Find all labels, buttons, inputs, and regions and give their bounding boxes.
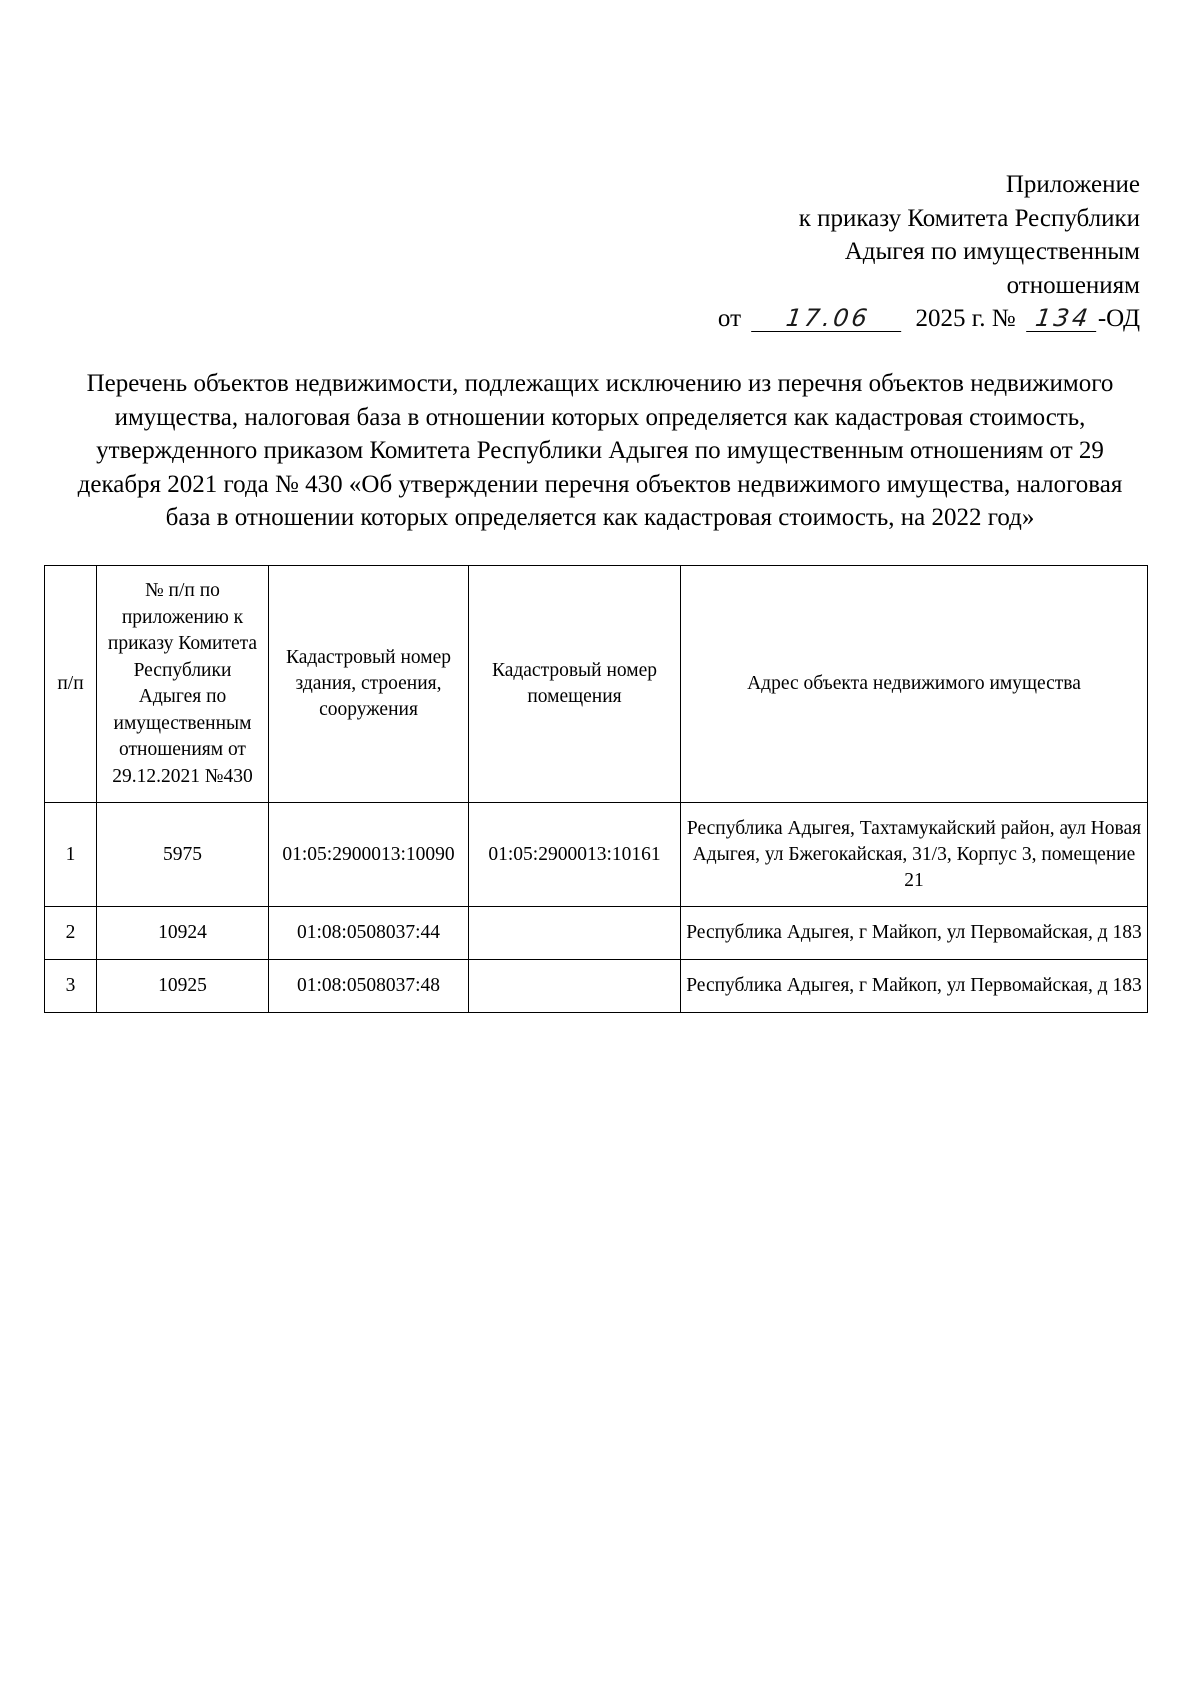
table-header-row [45, 566, 1148, 803]
cell-premises-cadastral [469, 907, 681, 960]
table-row [45, 960, 1148, 1013]
table-row [45, 803, 1148, 907]
cell-building-cadastral: 01:08:0508037:44 [269, 907, 469, 960]
order-number-suffix: -ОД [1097, 305, 1140, 332]
cell-index: 3 [45, 960, 97, 1013]
cell-ref-number: 10924 [97, 907, 269, 960]
cell-index: 1 [45, 803, 97, 907]
cell-address: Республика Адыгея, г Майкоп, ул Первомайская, д 183 [681, 960, 1148, 1013]
cell-building-cadastral: 01:05:2900013:10090 [269, 803, 469, 907]
annex-title: Приложение [1005, 171, 1140, 198]
cell-premises-cadastral: 01:05:2900013:10161 [469, 803, 681, 907]
annex-order-line: к приказу Комитета Республики [798, 204, 1140, 232]
annex-committee-line: Адыгея по имущественным [844, 238, 1140, 265]
cell-ref-number: 5975 [97, 803, 269, 907]
handwritten-date: 17.06 [751, 305, 905, 332]
header-premises-cadastral: Кадастровый номер помещения [469, 566, 681, 803]
header-index: п/п [45, 566, 97, 803]
cell-index: 2 [45, 907, 97, 960]
date-prefix: от [717, 305, 742, 332]
year-text: 2025 г. № [915, 305, 1016, 332]
handwritten-order-number: 134 [1026, 305, 1100, 332]
objects-table [44, 565, 1148, 1013]
header-ref-number: № п/п по приложению к приказу Комитета Республики Адыгея по имущественным отношениям от 29.12.2021 №430 [97, 566, 269, 803]
annex-header [580, 168, 1140, 336]
table-row [45, 907, 1148, 960]
annex-relations-line: отношениям [1006, 271, 1140, 299]
cell-ref-number: 10925 [97, 960, 269, 1013]
cell-building-cadastral: 01:08:0508037:48 [269, 960, 469, 1013]
cell-address: Республика Адыгея, г Майкоп, ул Первомайская, д 183 [681, 907, 1148, 960]
header-address: Адрес объекта недвижимого имущества [681, 566, 1148, 803]
cell-premises-cadastral [469, 960, 681, 1013]
annex-date-line [580, 302, 1140, 336]
cell-address: Республика Адыгея, Тахтамукайский район, аул Новая Адыгея, ул Бжегокайская, 31/3, Корпус 3, помещение 21 [681, 803, 1148, 907]
header-building-cadastral: Кадастровый номер здания, строения, сооружения [269, 566, 469, 803]
document-title: Перечень объектов недвижимости, подлежащих исключению из перечня объектов недвижимого имущества, налоговая база в отношении которых определяется как кадастровая стоимость, утвержденного приказом Комитета Республики Адыгея по имущественным отношениям от 29 декабря 2021 года № 430 «Об утверждении перечня объектов недвижимого имущества, налоговая база в отношении которых определяется как кадастровая стоимость, на 2022 год» [77, 370, 1123, 531]
